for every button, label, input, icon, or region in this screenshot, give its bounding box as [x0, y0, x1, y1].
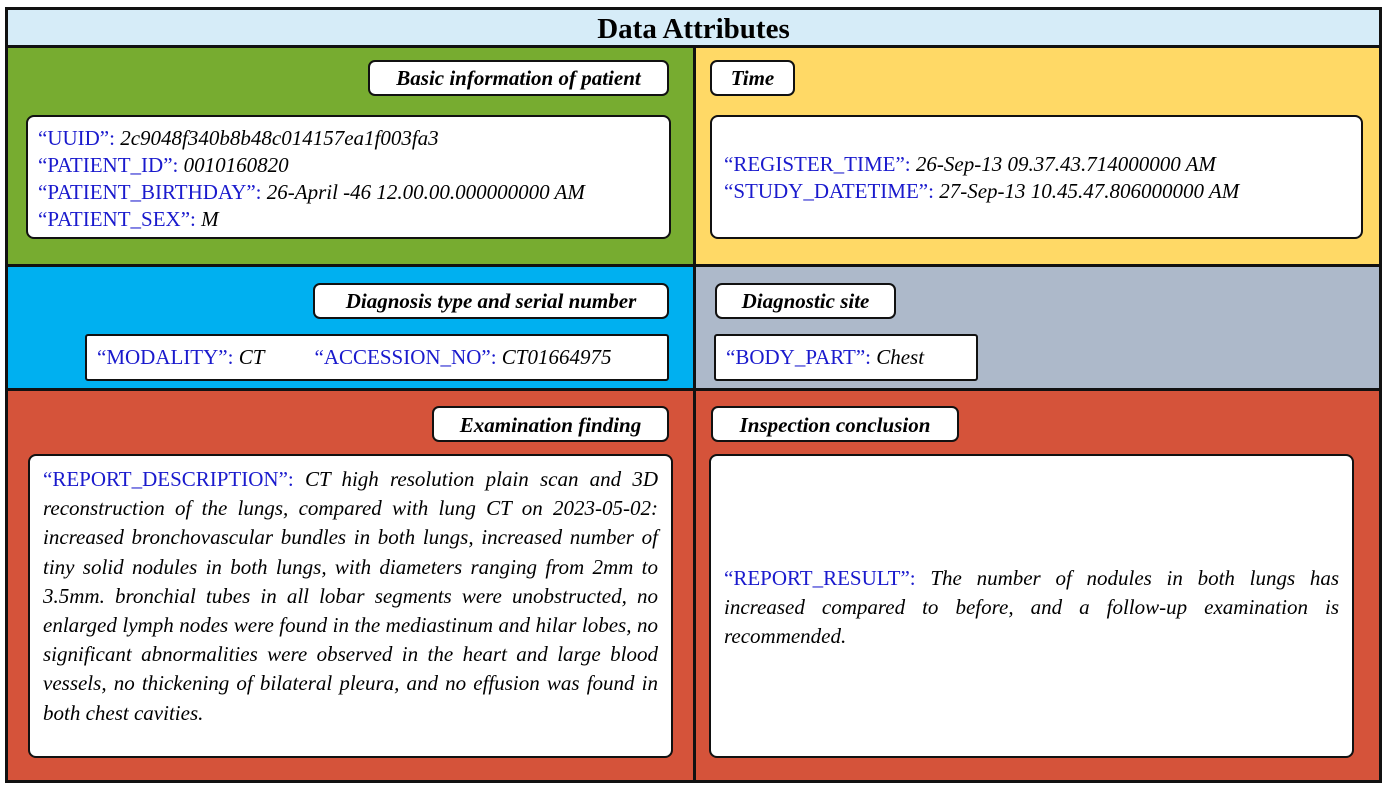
time-label: Time: [710, 60, 795, 96]
field-body-part: “BODY_PART”: Chest: [726, 345, 925, 369]
field-study-datetime: “STUDY_DATETIME”: 27-Sep-13 10.45.47.806000000 AM: [724, 179, 1240, 203]
field-patient-id: “PATIENT_ID”: 0010160820: [38, 153, 289, 177]
basic-info-label: Basic information of patient: [368, 60, 669, 96]
field-patient-birthday: “PATIENT_BIRTHDAY”: 26-April -46 12.00.00.000000000 AM: [38, 180, 585, 204]
diagnosis-label: Diagnosis type and serial number: [313, 283, 669, 319]
report-result-key: “REPORT_RESULT”:: [724, 566, 916, 590]
inspection-conclusion-label: Inspection conclusion: [711, 406, 959, 442]
field-accession-no: “ACCESSION_NO”: CT01664975: [314, 345, 612, 369]
report-description-value: CT high resolution plain scan and 3D reconstruction of the lungs, compared with lung CT on 2023-05-02: increased bronchovascular bundles in both lungs, increased number of tiny solid nodules in both lungs, with diameters ranging from 2mm to 3.5mm. bronchial tubes in all lobar segments were unobstructed, no enlarged lymph nodes were found in the mediastinum and hilar lobes, no significant abnormalities were observed in the heart and large blood vessels, no thickening of bilateral pleura, and no effusion was found in both chest cavities.: [43, 467, 659, 725]
outer-frame: [5, 7, 1382, 783]
diagnostic-site-label: Diagnostic site: [715, 283, 896, 319]
field-patient-sex: “PATIENT_SEX”: M: [38, 207, 219, 231]
field-register-time: “REGISTER_TIME”: 26-Sep-13 09.37.43.714000000 AM: [724, 152, 1216, 176]
field-uuid: “UUID”: 2c9048f340b8b48c014157ea1f003fa3: [38, 126, 439, 150]
page-title: Data Attributes: [5, 7, 1382, 48]
examination-finding-label: Examination finding: [432, 406, 669, 442]
report-description-key: “REPORT_DESCRIPTION”:: [43, 467, 294, 491]
field-modality: “MODALITY”: CT: [97, 345, 265, 369]
report-result-value: The number of nodules in both lungs has increased compared to before, and a follow-up examination is recommended.: [724, 566, 1340, 649]
